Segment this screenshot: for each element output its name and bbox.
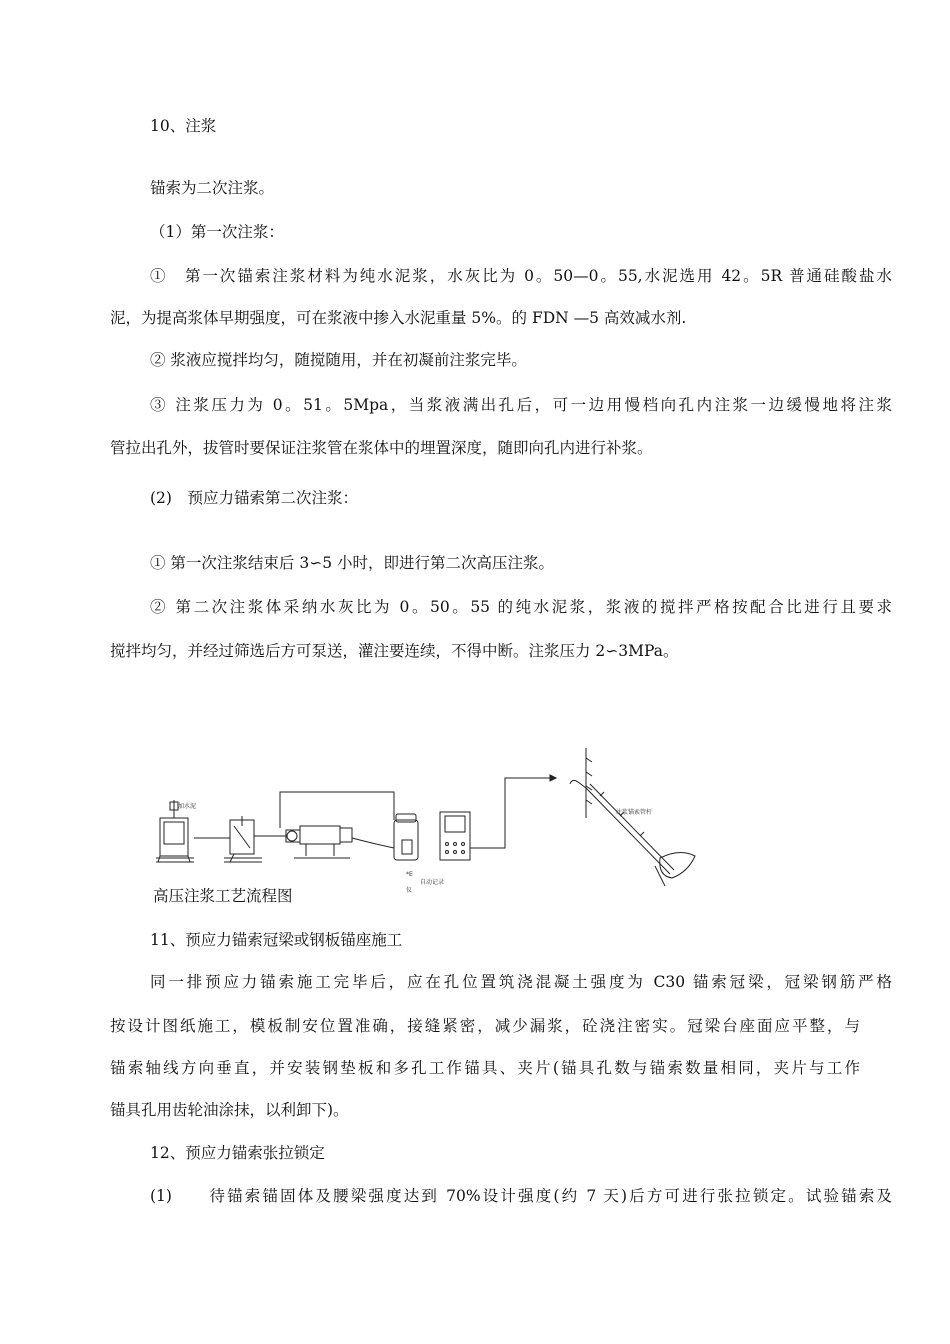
pressure-recorder <box>394 814 418 860</box>
section-12-line-1: (1) 待锚索锚固体及腰梁强度达到 70%设计强度(约 7 天)后方可进行张拉锁定。试验锚索及 <box>150 1187 892 1205</box>
first-grouting-item-3-line-1: ③ 注浆压力为 0。51。5Mpa，当浆液满出孔后，可一边用慢档向孔内注浆一边缓慢地将注浆 <box>150 396 892 414</box>
second-grouting-item-2-line-2: 搅拌均匀，并经过筛选后方可泵送，灌注要连续，不得中断。注浆压力 2∽3MPa。 <box>110 642 679 660</box>
section-11-line-3: 锚索轴线方向垂直，并安装钢垫板和多孔工作锚具、夹片(锚具孔数与锚索数量相同，夹片与工作 <box>110 1059 860 1077</box>
mixer-tank-2 <box>224 816 262 862</box>
first-grouting-title: （1）第一次注浆： <box>150 223 284 241</box>
section-11-line-1: 同一排预应力锚索施工完毕后，应在孔位置筑浇混凝土强度为 C30 锚索冠梁，冠梁钢筋严格 <box>150 973 892 991</box>
grout-pump <box>286 826 352 858</box>
section-10-intro: 锚索为二次注浆。 <box>150 179 275 197</box>
label-auto-recorder: 自动记录 <box>420 879 445 886</box>
section-10-heading: 10、注浆 <box>150 117 217 135</box>
first-grouting-item-1-line-1: ① 第一次锚索注浆材料为纯水泥浆，水灰比为 0。50—0。55,水泥选用 42。5R 普通硅酸盐水 <box>150 267 892 285</box>
section-12-heading: 12、预应力锚索张拉锁定 <box>150 1144 325 1162</box>
second-grouting-item-2-line-1: ② 第二次注浆体采纳水灰比为 0。50。55 的纯水泥浆，浆液的搅拌严格按配合比进行且要求 <box>150 598 892 616</box>
second-grouting-item-1: ① 第一次注浆结束后 3∽5 小时，即进行第二次高压注浆。 <box>150 554 554 572</box>
section-11-line-4: 锚具孔用齿轮油涂抹，以利卸下)。 <box>110 1101 349 1119</box>
first-grouting-item-3-line-2: 管拉出孔外，拔管时要保证注浆管在浆体中的埋置深度，随即向孔内进行补浆。 <box>110 439 653 457</box>
figure-caption: 高压注浆工艺流程图 <box>153 887 293 905</box>
control-cabinet <box>440 812 470 860</box>
section-11-heading: 11、预应力锚索冠梁或钢板锚座施工 <box>150 931 403 949</box>
first-grouting-item-2: ② 浆液应搅拌均匀，随搅随用，并在初凝前注浆完毕。 <box>150 351 527 369</box>
label-instrument: 仪 <box>406 887 413 894</box>
label-e-mark: *E <box>406 871 413 878</box>
section-11-line-2: 按设计图纸施工，模板制安位置准确，接缝紧密，减少漏浆，砼浇注密实。冠梁台座面应平整，与 <box>110 1017 860 1035</box>
label-grout-anchor-pipe: 注浆锚索管杆 <box>616 809 653 816</box>
anchor-cable <box>570 780 695 886</box>
second-grouting-title: (2) 预应力锚索第二次注浆： <box>150 489 358 507</box>
slope-wall <box>586 748 592 818</box>
label-add-cement: 加水泥 <box>178 803 197 810</box>
first-grouting-item-1-line-2: 泥，为提高浆体早期强度，可在浆液中掺入水泥重量 5%。的 FDN —5 高效减水剂. <box>110 309 687 327</box>
